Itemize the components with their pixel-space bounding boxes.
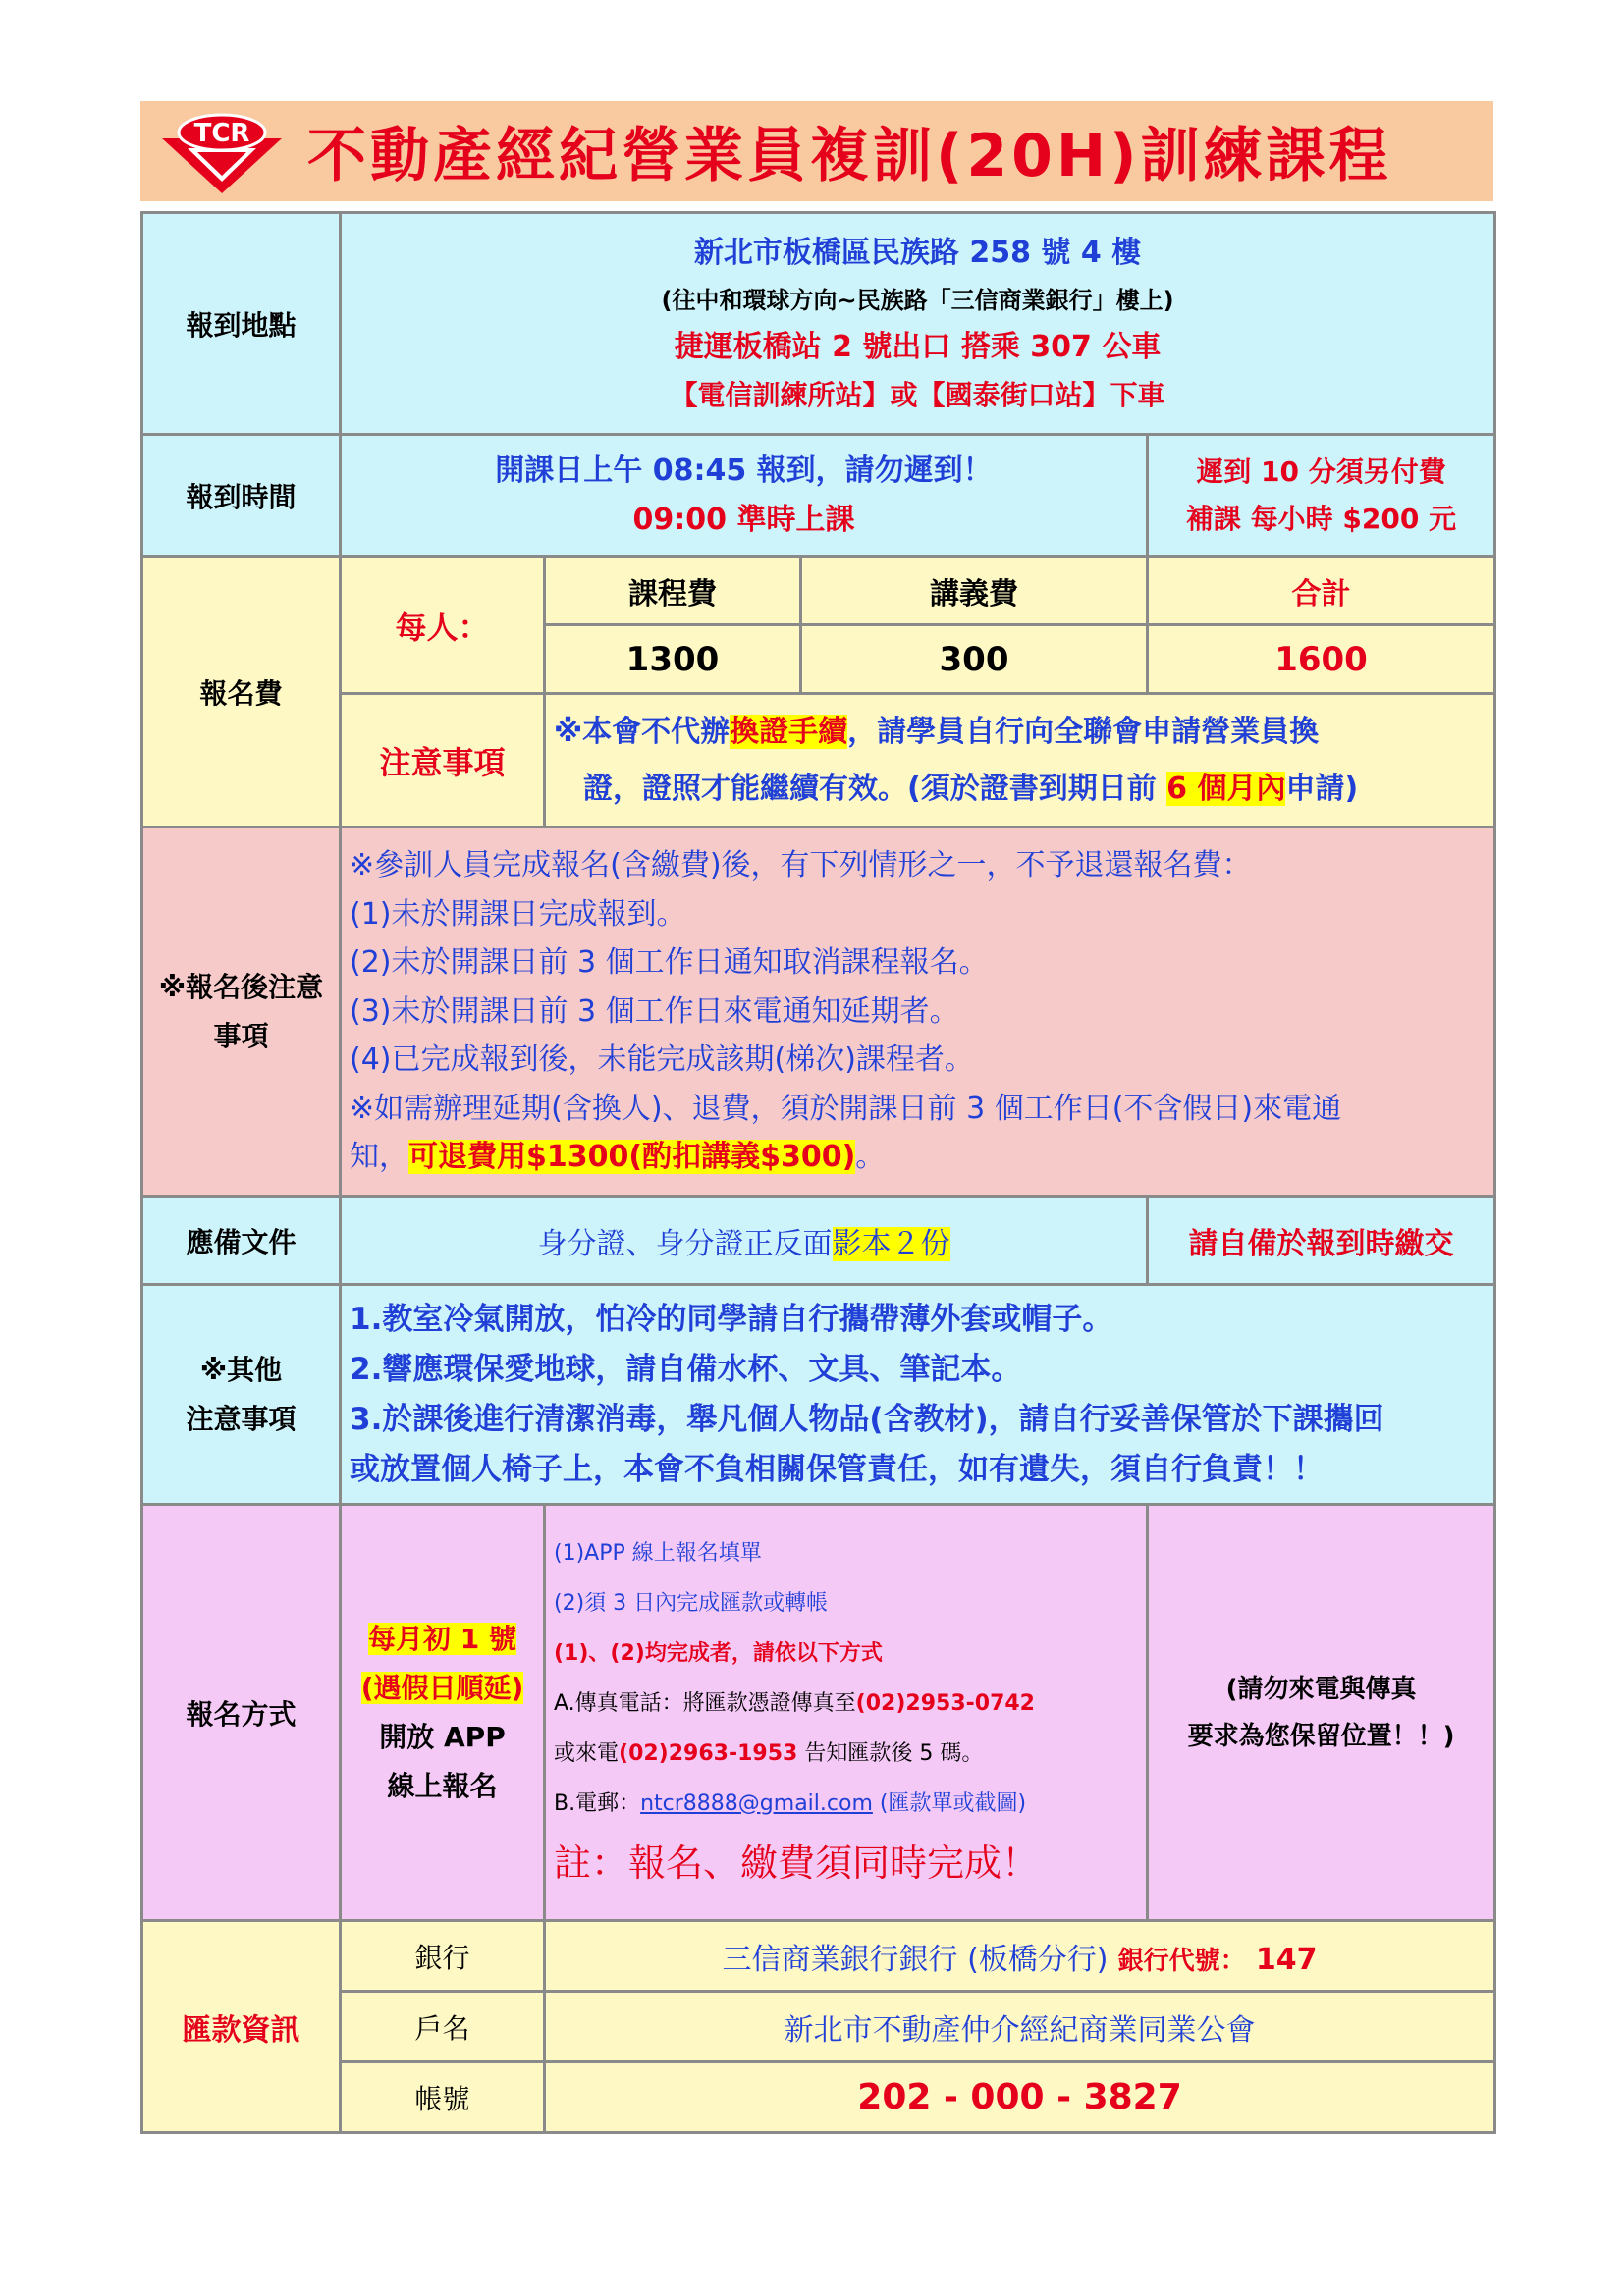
other-label bbox=[142, 1285, 341, 1505]
checkin-time-line2: 09:00 準時上課 bbox=[632, 502, 855, 537]
fee-label: 報名費 bbox=[142, 557, 341, 828]
after-signup-line: ※參訓人員完成報名(含繳費)後，有下列情形之一，不予退還報名費： bbox=[350, 848, 1252, 883]
bank-name: 三信商業銀行銀行 (板橋分行) bbox=[722, 1942, 1109, 1977]
signup-fax bbox=[554, 1679, 1146, 1729]
signup-note: 註：報名、繳費須同時完成！ bbox=[554, 1841, 1040, 1885]
fee-notice-text4: 申請) bbox=[1285, 771, 1359, 806]
remittance-label: 匯款資訊 bbox=[142, 1921, 341, 2133]
late-fee-line2: 補課 每小時 $200 元 bbox=[1185, 502, 1457, 535]
tcr-logo-icon bbox=[158, 109, 286, 195]
bank-label: 銀行 bbox=[341, 1921, 545, 1992]
fee-notice-text3: 證，證照才能繼續有效。(須於證書到期日前 bbox=[583, 771, 1167, 806]
fee-value-course: 1300 bbox=[545, 625, 801, 694]
after-signup-last-line bbox=[350, 1133, 1493, 1182]
email-suffix: (匯款單或截圖) bbox=[872, 1790, 1027, 1816]
location-bus-stop: 【電信訓練所站】或【國泰街口站】下車 bbox=[670, 378, 1165, 411]
row-other bbox=[142, 1285, 1495, 1505]
documents-highlight: 影本２份 bbox=[832, 1226, 950, 1261]
other-line: 或放置個人椅子上，本會不負相關保管責任，如有遺失，須自行負責！！ bbox=[350, 1451, 1324, 1487]
row-checkin bbox=[142, 435, 1495, 557]
location-address: 新北市板橋區民族路 258 號 4 樓 bbox=[693, 235, 1142, 270]
row-location bbox=[142, 213, 1495, 435]
fee-notice-line2 bbox=[554, 761, 1493, 818]
checkin-time bbox=[341, 435, 1148, 557]
fee-notice-label: 注意事項 bbox=[341, 694, 545, 828]
signup-step1: (1)APP 線上報名填單 bbox=[554, 1540, 762, 1566]
fee-value-material: 300 bbox=[801, 625, 1148, 694]
row-fee-notice bbox=[142, 694, 1495, 828]
other-label-line1: ※其他 bbox=[199, 1353, 283, 1386]
other-label-line2: 注意事項 bbox=[186, 1402, 297, 1435]
checkin-late bbox=[1148, 435, 1495, 557]
signup-open-line2-text: (遇假日順延) bbox=[360, 1671, 524, 1704]
documents-label: 應備文件 bbox=[142, 1197, 341, 1285]
row-after-signup bbox=[142, 828, 1495, 1197]
signup-open bbox=[341, 1505, 545, 1921]
refund-highlight: 可退費用$1300(酌扣講義$300) bbox=[408, 1140, 856, 1175]
signup-open-line1-text: 每月初 1 號 bbox=[368, 1622, 516, 1655]
fee-per-person: 每人： bbox=[341, 557, 545, 694]
signup-call bbox=[554, 1729, 1146, 1779]
account-name-label: 戶名 bbox=[341, 1992, 545, 2062]
row-fee-header bbox=[142, 557, 1495, 625]
signup-steps bbox=[545, 1505, 1148, 1921]
signup-open-line4: 線上報名 bbox=[387, 1769, 498, 1802]
signup-step3: (1)、(2)均完成者，請依以下方式 bbox=[554, 1640, 883, 1666]
signup-open-line2 bbox=[342, 1664, 543, 1713]
course-info-table bbox=[140, 211, 1496, 2134]
page-header bbox=[140, 101, 1493, 201]
call-number: (02)2963-1953 bbox=[619, 1740, 798, 1766]
refund-prefix: 知， bbox=[350, 1140, 408, 1175]
signup-warning-line1: (請勿來電與傳真 bbox=[1225, 1674, 1417, 1704]
fee-header-material: 講義費 bbox=[801, 557, 1148, 625]
signup-warning-line2: 要求為您保留位置！！) bbox=[1187, 1721, 1455, 1751]
after-signup-line: (2)未於開課日前 3 個工作日通知取消課程報名。 bbox=[350, 945, 989, 981]
call-suffix: 告知匯款後 5 碼。 bbox=[797, 1740, 984, 1766]
signup-open-line1 bbox=[342, 1615, 543, 1664]
refund-suffix: 。 bbox=[855, 1140, 886, 1175]
other-line: 2.響應環保愛地球，請自備水杯、文具、筆記本。 bbox=[350, 1351, 1022, 1387]
after-signup-label-line2: 事項 bbox=[213, 1019, 269, 1052]
row-bank bbox=[142, 1921, 1495, 1992]
late-fee-line1: 遲到 10 分須另付費 bbox=[1196, 454, 1446, 488]
call-prefix: 或來電 bbox=[554, 1740, 620, 1766]
signup-warning bbox=[1148, 1505, 1495, 1921]
other-line: 3.於課後進行清潔消毒，舉凡個人物品(含教材)，請自行妥善保管於下課攜回 bbox=[350, 1401, 1384, 1437]
after-signup-content bbox=[341, 828, 1495, 1197]
fax-prefix: A.傳真電話：將匯款憑證傳真至 bbox=[554, 1690, 856, 1716]
signup-email bbox=[554, 1779, 1146, 1829]
fee-notice-line1 bbox=[554, 704, 1493, 761]
fee-notice-text1: ※本會不代辦 bbox=[554, 714, 731, 749]
other-content bbox=[341, 1285, 1495, 1505]
fee-value-total: 1600 bbox=[1148, 625, 1495, 694]
logo-text: TCR bbox=[193, 119, 250, 148]
fee-notice-text2: ，請學員自行向全聯會申請營業員換 bbox=[847, 714, 1320, 749]
row-signup bbox=[142, 1505, 1495, 1921]
bank-value bbox=[545, 1921, 1495, 1992]
account-number-value: 202 - 000 - 3827 bbox=[545, 2062, 1495, 2133]
email-prefix: B.電郵： bbox=[554, 1790, 641, 1816]
fee-header-course: 課程費 bbox=[545, 557, 801, 625]
after-signup-line: (4)已完成報到後，未能完成該期(梯次)課程者。 bbox=[350, 1042, 974, 1078]
bank-code: 147 bbox=[1255, 1942, 1318, 1977]
checkin-time-line1: 開課日上午 08:45 報到，請勿遲到！ bbox=[495, 453, 993, 488]
after-signup-line: (1)未於開課日完成報到。 bbox=[350, 896, 686, 932]
after-signup-line: ※如需辦理延期(含換人)、退費，須於開課日前 3 個工作日(不含假日)來電通 bbox=[350, 1091, 1342, 1126]
row-account-number bbox=[142, 2062, 1495, 2133]
signup-label: 報名方式 bbox=[142, 1505, 341, 1921]
fee-notice-highlight1: 換證手續 bbox=[730, 714, 848, 749]
row-account-name bbox=[142, 1992, 1495, 2062]
checkin-label: 報到時間 bbox=[142, 435, 341, 557]
other-line: 1.教室冷氣開放，怕冷的同學請自行攜帶薄外套或帽子。 bbox=[350, 1301, 1113, 1337]
fee-notice-highlight2: 6 個月內 bbox=[1166, 771, 1286, 806]
fax-number: (02)2953-0742 bbox=[855, 1690, 1035, 1716]
location-label: 報到地點 bbox=[142, 213, 341, 435]
after-signup-label bbox=[142, 828, 341, 1197]
account-name-value: 新北市不動產仲介經紀商業同業公會 bbox=[545, 1992, 1495, 2062]
signup-step2: (2)須 3 日內完成匯款或轉帳 bbox=[554, 1590, 829, 1616]
bank-code-label: 銀行代號： bbox=[1117, 1946, 1246, 1976]
after-signup-label-line1: ※報名後注意 bbox=[158, 970, 324, 1003]
after-signup-line: (3)未於開課日前 3 個工作日來電通知延期者。 bbox=[350, 993, 959, 1029]
email-link[interactable]: ntcr8888@gmail.com bbox=[640, 1790, 873, 1816]
fee-notice-content bbox=[545, 694, 1495, 828]
location-direction: (往中和環球方向~民族路「三信商業銀行」樓上) bbox=[661, 286, 1174, 314]
signup-open-line3: 開放 APP bbox=[379, 1720, 506, 1753]
fee-header-total: 合計 bbox=[1148, 557, 1495, 625]
page-title: 不動產經紀營業員複訓(20H)訓練課程 bbox=[307, 122, 1392, 190]
location-mrt: 捷運板橋站 2 號出口 搭乘 307 公車 bbox=[674, 329, 1162, 364]
documents-note: 請自備於報到時繳交 bbox=[1148, 1197, 1495, 1285]
account-number-label: 帳號 bbox=[341, 2062, 545, 2133]
documents-content bbox=[341, 1197, 1148, 1285]
location-content bbox=[341, 213, 1495, 435]
row-documents bbox=[142, 1197, 1495, 1285]
documents-text: 身分證、身分證正反面 bbox=[537, 1226, 833, 1261]
